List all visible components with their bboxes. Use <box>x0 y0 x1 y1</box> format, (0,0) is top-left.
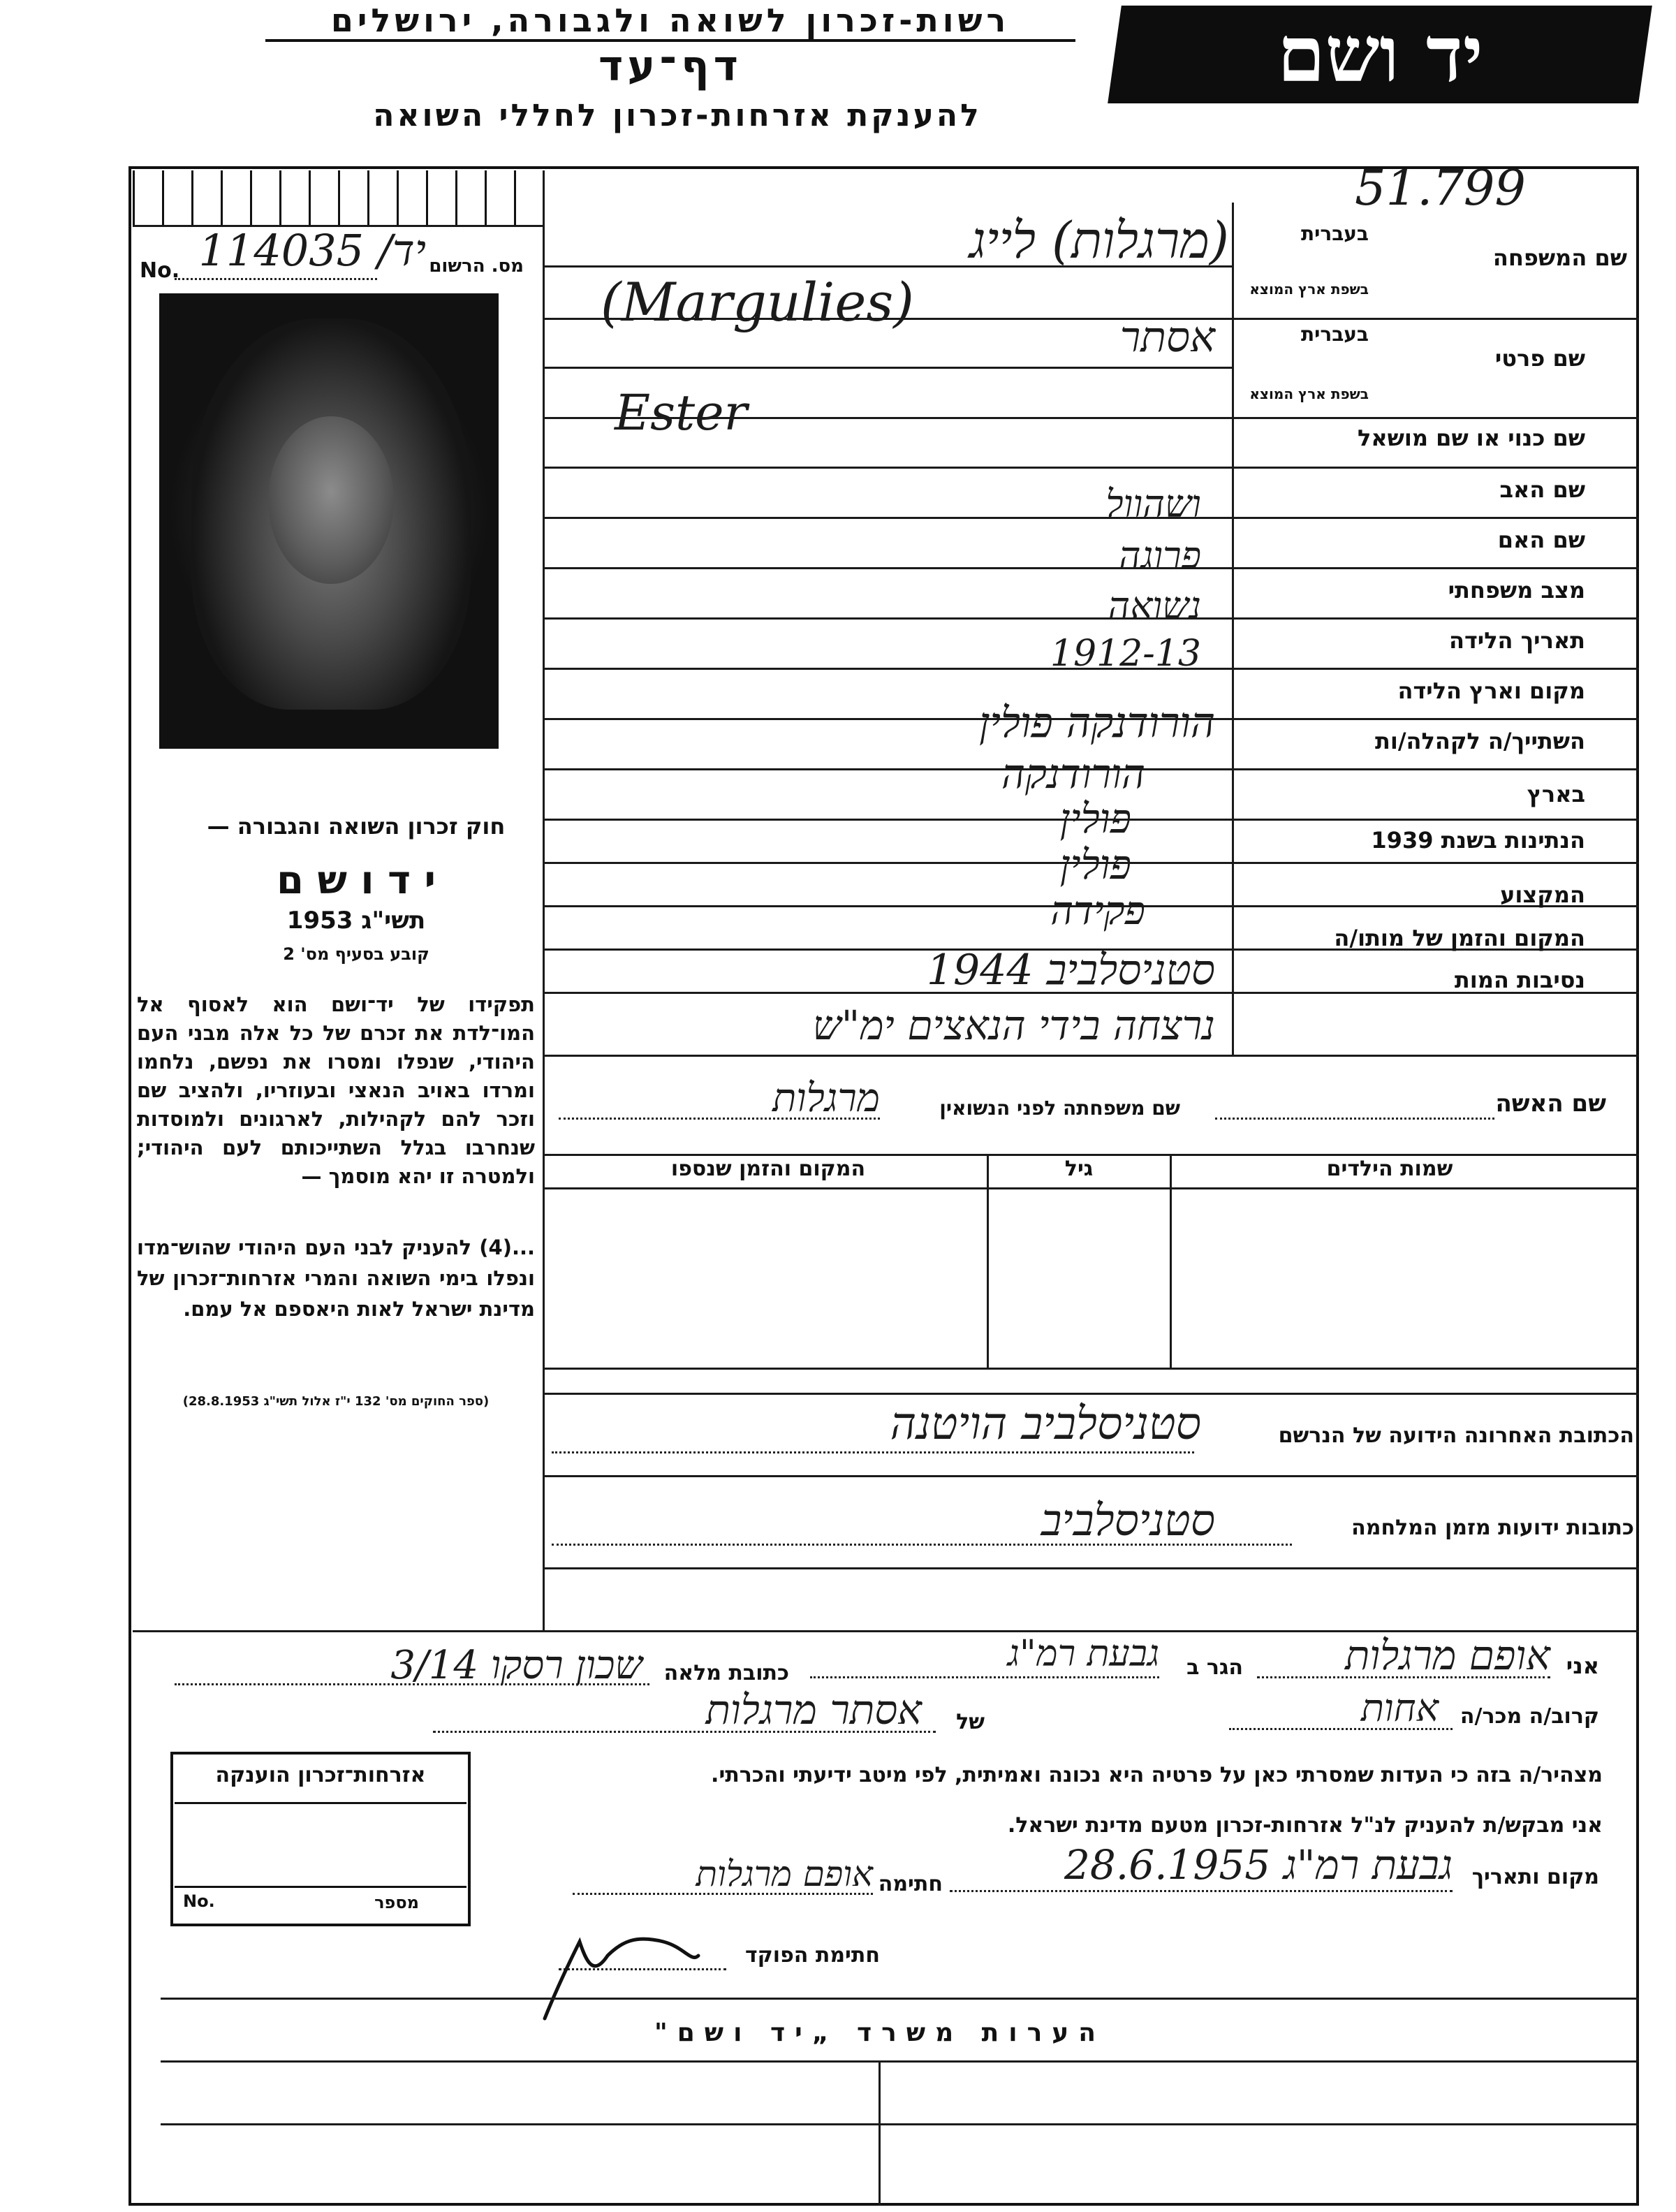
of-value: אסתר מרגלות <box>705 1686 922 1734</box>
marital-status-value: נשואה <box>1108 584 1201 628</box>
country-label: בארץ <box>1527 781 1585 807</box>
declaration-request: אני מבקש/ת להעניק לנ"ל אזרחות-זכרון מטעם מדינת ישראל. <box>1007 1813 1603 1838</box>
stamp-no-label: No. <box>183 1891 215 1911</box>
form-subtitle: להענקת אזרחות-זכרון לחללי השואה <box>373 98 982 133</box>
citizenship-label: הנתינות בשנת 1939 <box>1371 827 1585 854</box>
birth-place-value: הורודנקה פולין <box>978 698 1215 747</box>
left-column-top-ticks <box>133 170 538 225</box>
of-label: של <box>956 1710 985 1734</box>
marital-status-label: מצב משפחתי <box>1448 577 1585 603</box>
death-circumstances-value: נרצחה בידי הנאצים ימ"ש <box>812 1002 1215 1049</box>
relative-label: קרוב/ה מכר/ה <box>1460 1704 1599 1729</box>
place-date-value: גבעת רמ"ג 28.6.1955 <box>1064 1841 1453 1889</box>
law-name: י ד ו ש ם <box>276 858 436 903</box>
victim-photo <box>159 293 499 749</box>
children-names-header: שמות הילדים <box>1326 1157 1453 1181</box>
mother-value: פרוגה <box>1118 534 1201 578</box>
law-paragraph-1: תפקידו של יד־ושם הוא לאסוף אל המו־לדת את זכרם של כל אלה מבני העם היהודי, שנפלו ומסרו את נפשם, נלחמו ומרדו באויב הנאצי ובעוזריו, ולהציב שם וזכר להם לקהילות, לארגונים ולמוסדות שנחרבו בגלל השתייכותם לעם היהודי; ולמטרה זו יהא מוסמך — <box>137 993 535 1188</box>
authority-line: רשות-זכרון לשואה ולגבורה, ירושלים <box>330 1 1010 39</box>
wartime-address-value: סטניסלביב <box>1041 1495 1215 1546</box>
firstname-hebrew-sub: בעברית <box>1300 323 1369 346</box>
registration-label: מס. הרשום <box>429 256 524 277</box>
signature-label: חתימה <box>878 1872 943 1896</box>
declarant-label: אני <box>1566 1653 1599 1679</box>
maiden-name-label: שם משפחתה לפני הנשואין <box>939 1097 1180 1120</box>
death-place-value: סטניסלביב 1944 <box>926 946 1215 995</box>
death-circumstances-label: נסיבות המות <box>1454 967 1585 993</box>
signature-value: אופם מרגלות <box>696 1854 873 1894</box>
residing-value: גבעת רמ"ג <box>1007 1633 1159 1675</box>
birth-place-label: מקום וארץ הלידה <box>1397 677 1585 704</box>
maiden-name-value: מרגלות <box>772 1076 880 1121</box>
label-divider <box>1232 203 1234 1055</box>
firstname-label: שם פרטי <box>1494 345 1585 372</box>
yad-vashem-logo <box>1108 6 1652 103</box>
citizenship-granted-title: אזרחות־זכרון הוענקה <box>215 1763 426 1787</box>
father-value: ושהוול <box>1105 482 1201 526</box>
registration-value: יד/ 114035 <box>198 225 426 276</box>
relative-value: אחות <box>1360 1686 1439 1730</box>
firstname-origin-sub: בשפת ארץ המוצא <box>1249 386 1369 402</box>
photo-face <box>268 416 394 584</box>
declaration-statement: מצהיר/ה בזה כי העדות שמסרתי כאן על פרטיה היא נכונה ואמיתית, לפי מיטב ידיעתי והכרתי. <box>711 1763 1603 1787</box>
surname-hebrew-value: (מרגלות) לייג <box>969 211 1229 270</box>
full-address-label: כתובת מלאה <box>663 1661 789 1685</box>
official-signature-label: חתימת הפוקד <box>745 1943 880 1968</box>
surname-origin-sub: בשפת ארץ המוצא <box>1249 281 1369 298</box>
children-age-header: גיל <box>1064 1157 1094 1181</box>
surname-origin-value: (Margulies) <box>601 271 914 333</box>
firstname-hebrew-value: אסתר <box>1119 313 1215 362</box>
father-label: שם האב <box>1499 476 1585 503</box>
profession-value: פקידה <box>1050 888 1145 934</box>
form-title: דף־עד <box>598 42 742 91</box>
citizenship-value: פולין <box>1059 841 1131 888</box>
mother-label: שם האם <box>1497 527 1585 553</box>
death-place-label: המקום והזמן של מותו/ה <box>1334 925 1585 951</box>
place-date-label: מקום ותאריך <box>1471 1865 1599 1889</box>
law-paragraph-2: ...(4) להעניק לבני העם היהודי שהוש־מדו ונפלו בימי השואה והמרי אזרחות־זכרון של מדינת ישראל לאות היאספם אל עמם. <box>137 1236 535 1321</box>
wartime-address-label: כתובות ידועות מזמן המלחמה <box>1351 1516 1634 1540</box>
profession-label: המקצוע <box>1500 881 1585 908</box>
birth-date-value: 1912-13 <box>1050 633 1201 675</box>
community-value: הורודנקה <box>1001 750 1145 798</box>
remarks-label: הערות משרד „יד ושם" <box>654 2019 1106 2047</box>
law-citation: (ספר החוקים מס' 132 י"ז אלול תשי"ג 28.8.1953) <box>182 1394 490 1409</box>
firstname-origin-value: Ester <box>615 384 748 441</box>
nickname-label: שם כנוי או שם מושאל <box>1357 425 1585 451</box>
residing-label: הגר ב <box>1186 1655 1243 1680</box>
last-address-label: הכתובת האחרונה הידועה של הנרשם <box>1278 1423 1634 1448</box>
birth-date-label: תאריך הלידה <box>1448 627 1585 654</box>
logo-text: יד ושם <box>1277 9 1483 99</box>
children-fate-header: המקום והזמן שנספו <box>670 1157 866 1181</box>
surname-label: שם המשפחה <box>1492 244 1627 271</box>
law-title: חוק זכרון השואה והגבורה — <box>207 813 506 840</box>
law-year: תשי"ג 1953 <box>286 907 426 935</box>
form-number: 51.799 <box>1355 159 1526 217</box>
full-address-value: שכון רסקו 3/14 <box>390 1643 642 1688</box>
last-address-value: סטניסלביב הויטנה <box>890 1398 1201 1450</box>
community-label: השתייך/ה לקהלה/ות <box>1374 728 1585 754</box>
declarant-value: אופם מרגלות <box>1344 1632 1550 1679</box>
surname-hebrew-sub: בעברית <box>1300 222 1369 245</box>
stamp-mispar-label: מספר <box>374 1893 419 1912</box>
country-value: פולין <box>1059 795 1131 842</box>
spouse-label: שם האשה <box>1495 1090 1606 1118</box>
registration-no-label: No. <box>140 258 180 283</box>
law-section: קובע בסעיף מס' 2 <box>283 944 429 964</box>
